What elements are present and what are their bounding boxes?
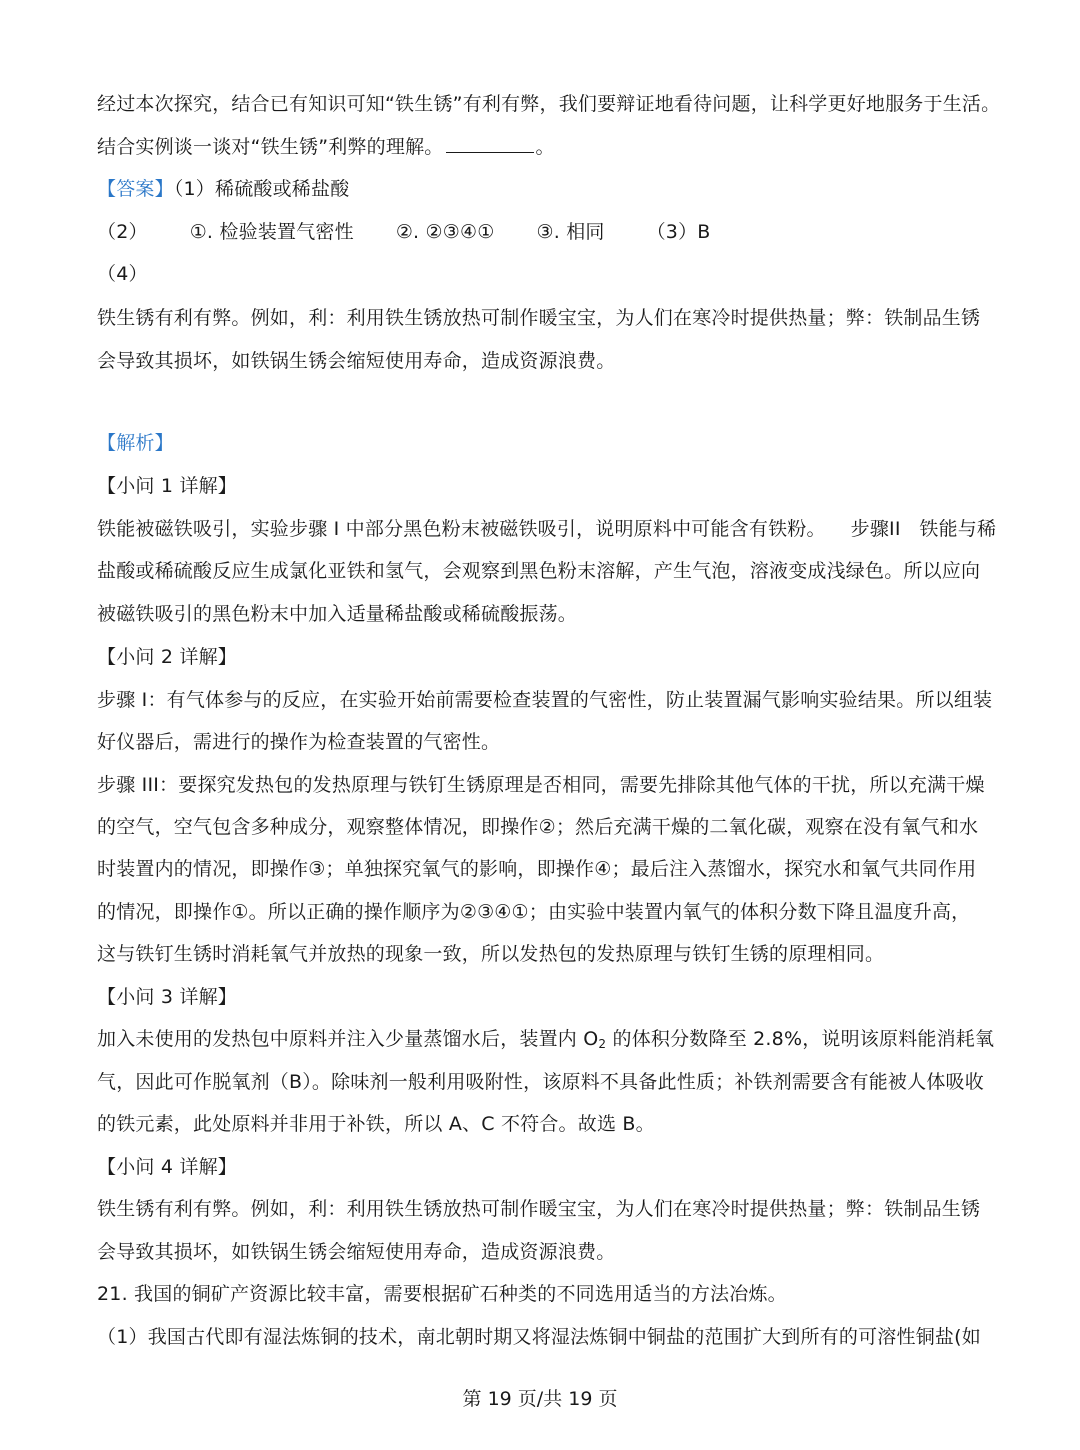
- text-line: 铁能被磁铁吸引，实验步骤 I 中部分黑色粉末被磁铁吸引，说明原料中可能含有铁粉。 步骤II 铁能与稀: [97, 518, 997, 540]
- text-segment: 加入未使用的发热包中原料并注入少量蒸馏水后，装置内 O: [97, 1028, 599, 1050]
- answer-tag: 【答案】: [97, 178, 174, 200]
- text-line: 步骤 I：有气体参与的反应，在实验开始前需要检查装置的气密性，防止装置漏气影响实验结果。所以组装: [97, 689, 993, 711]
- answer-text: （1）稀硫酸或稀盐酸: [173, 178, 350, 200]
- text-segment: 的体积分数降至 2.8%，说明该原料能消耗氧: [606, 1028, 995, 1050]
- text-line: 经过本次探究，结合已有知识可知“铁生锈”有利有弊，我们要辩证地看待问题，让科学更好地服务于生活。: [97, 93, 1001, 115]
- question-21-part-1: （1）我国古代即有湿法炼铜的技术，南北朝时期又将湿法炼铜中铜盐的范围扩大到所有的可溶性铜盐(如: [97, 1326, 981, 1348]
- analysis-tag: 【解析】: [97, 432, 174, 454]
- answer-number: （2）: [97, 221, 148, 243]
- answer-line-1: [97, 175, 1040, 203]
- text-line: 铁生锈有利有弊。例如，利：利用铁生锈放热可制作暖宝宝，为人们在寒冷时提供热量；弊：铁制品生锈: [97, 1198, 981, 1220]
- text-segment: 结合实例谈一谈对“铁生锈”利弊的理解。: [97, 136, 444, 158]
- answer-part: ③. 相同: [536, 221, 605, 243]
- text-line: [97, 1025, 1040, 1058]
- answer-blank: [446, 134, 534, 153]
- text-segment: 。: [535, 136, 555, 158]
- answer-part: ②. ②③④①: [395, 221, 495, 243]
- section-title: 【小问 1 详解】: [97, 475, 237, 497]
- text-line: 会导致其损坏，如铁锅生锈会缩短使用寿命，造成资源浪费。: [97, 1241, 616, 1263]
- text-line: 气，因此可作脱氧剂（B）。除味剂一般利用吸附性，该原料不具备此性质；补铁剂需要含有能被人体吸收: [97, 1071, 984, 1093]
- page-footer: 第 19 页/共 19 页: [462, 1388, 618, 1410]
- text-line: 盐酸或稀硫酸反应生成氯化亚铁和氢气，会观察到黑色粉末溶解，产生气泡，溶液变成浅绿色。所以应向: [97, 560, 981, 582]
- subscript: 2: [598, 1037, 607, 1051]
- text-line: 会导致其损坏，如铁锅生锈会缩短使用寿命，造成资源浪费。: [97, 350, 616, 372]
- section-title: 【小问 3 详解】: [97, 986, 237, 1008]
- answer-part: （3）B: [646, 221, 711, 243]
- text-line: 的情况，即操作①。所以正确的操作顺序为②③④①；由实验中装置内氧气的体积分数下降且温度升高，: [97, 901, 971, 923]
- text-line: 被磁铁吸引的黑色粉末中加入适量稀盐酸或稀硫酸振荡。: [97, 603, 578, 625]
- answer-line-4-number: （4）: [97, 263, 148, 285]
- text-line: 时装置内的情况，即操作③；单独探究氧气的影响，即操作④；最后注入蒸馏水，探究水和氧气共同作用: [97, 858, 977, 880]
- text-line: 的铁元素，此处原料并非用于补铁，所以 A、C 不符合。故选 B。: [97, 1113, 655, 1135]
- text-line: 的空气，空气包含多种成分，观察整体情况，即操作②；然后充满干燥的二氧化碳，观察在没有氧气和水: [97, 816, 979, 838]
- text-line: 铁生锈有利有弊。例如，利：利用铁生锈放热可制作暖宝宝，为人们在寒冷时提供热量；弊：铁制品生锈: [97, 307, 981, 329]
- text-line: 好仪器后，需进行的操作为检查装置的气密性。: [97, 731, 501, 753]
- answer-part: ①. 检验装置气密性: [189, 221, 354, 243]
- section-title: 【小问 2 详解】: [97, 646, 237, 668]
- answer-line-2: [97, 218, 1040, 246]
- question-21: 21. 我国的铜矿产资源比较丰富，需要根据矿石种类的不同选用适当的方法冶炼。: [97, 1283, 787, 1305]
- section-title: 【小问 4 详解】: [97, 1156, 237, 1178]
- text-line: 这与铁钉生锈时消耗氧气并放热的现象一致，所以发热包的发热原理与铁钉生锈的原理相同。: [97, 943, 885, 965]
- text-line-with-blank: [97, 133, 1040, 161]
- text-line: 步骤 III：要探究发热包的发热原理与铁钉生锈原理是否相同，需要先排除其他气体的干扰，所以充满干燥: [97, 774, 985, 796]
